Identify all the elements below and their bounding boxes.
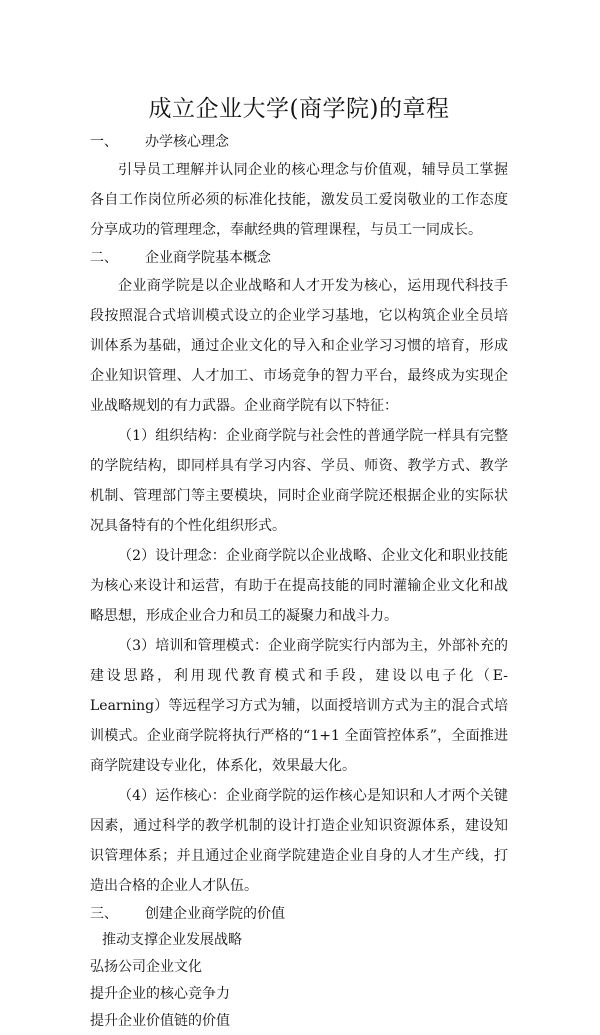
section-heading-1 [90,129,508,155]
section-title: 企业商学院基本概念 [145,250,271,266]
section-number: 三、 [90,906,118,922]
paragraph: （2）设计理念：企业商学院以企业战略、企业文化和职业技能为核心来设计和运营，有助于在提高技能的同时灌输企业文化和战略思想，形成企业合力和员工的凝聚力和战斗力。 [90,548,508,624]
section-heading-2 [90,245,508,271]
paragraph: （3）培训和管理模式：企业商学院实行内部为主，外部补充的建设思路，利用现代教育模式和手段，建设以电子化（E-Learning）等远程学习方式为辅，以面授培训方式为主的混合式培训模式。企业商学院将执行严格的“1+1 全面管控体系”，全面推进商学院建设专业化，体系化，效果最大化。 [90,638,508,774]
list-item: 提升企业的核心竞争力 [90,986,230,1002]
paragraph: 企业商学院是以企业战略和人才开发为核心，运用现代科技手段按照混合式培训模式设立的企业学习基地，它以构筑企业全员培训体系为基础，通过企业文化的导入和企业学习习惯的培育，形成企业知识管理、人才加工、市场竞争的智力平台，最终成为实现企业战略规划的有力武器。企业商学院有以下特征： [90,278,508,414]
section-title: 办学核心理念 [145,134,229,150]
document-title: 成立企业大学(商学院)的章程 [148,96,450,122]
section-heading-3 [90,901,508,927]
paragraph: （4）运作核心：企业商学院的运作核心是知识和人才两个关键因素，通过科学的教学机制的设计打造企业知识资源体系，建设知识管理体系；并且通过企业商学院建造企业自身的人才生产线，打造出合格的企业人才队伍。 [90,788,508,894]
list-item: 提升企业价值链的价值 [90,1013,230,1029]
section-number: 一、 [90,134,118,150]
section-title: 创建企业商学院的价值 [145,906,285,922]
section-number: 二、 [90,250,118,266]
list-item: 推动支撑企业发展战略 [102,932,242,948]
paragraph: （1）组织结构：企业商学院与社会性的普通学院一样具有完整的学院结构，即同样具有学习内容、学员、师资、教学方式、教学机制、管理部门等主要模块，同时企业商学院还根据企业的实际状况具备特有的个性化组织形式。 [90,428,508,534]
list-item: 弘扬公司企业文化 [90,959,202,975]
paragraph: 引导员工理解并认同企业的核心理念与价值观，辅导员工掌握各自工作岗位所必须的标准化技能，激发员工爱岗敬业的工作态度分享成功的管理理念，奉献经典的管理课程，与员工一同成长。 [90,162,508,238]
